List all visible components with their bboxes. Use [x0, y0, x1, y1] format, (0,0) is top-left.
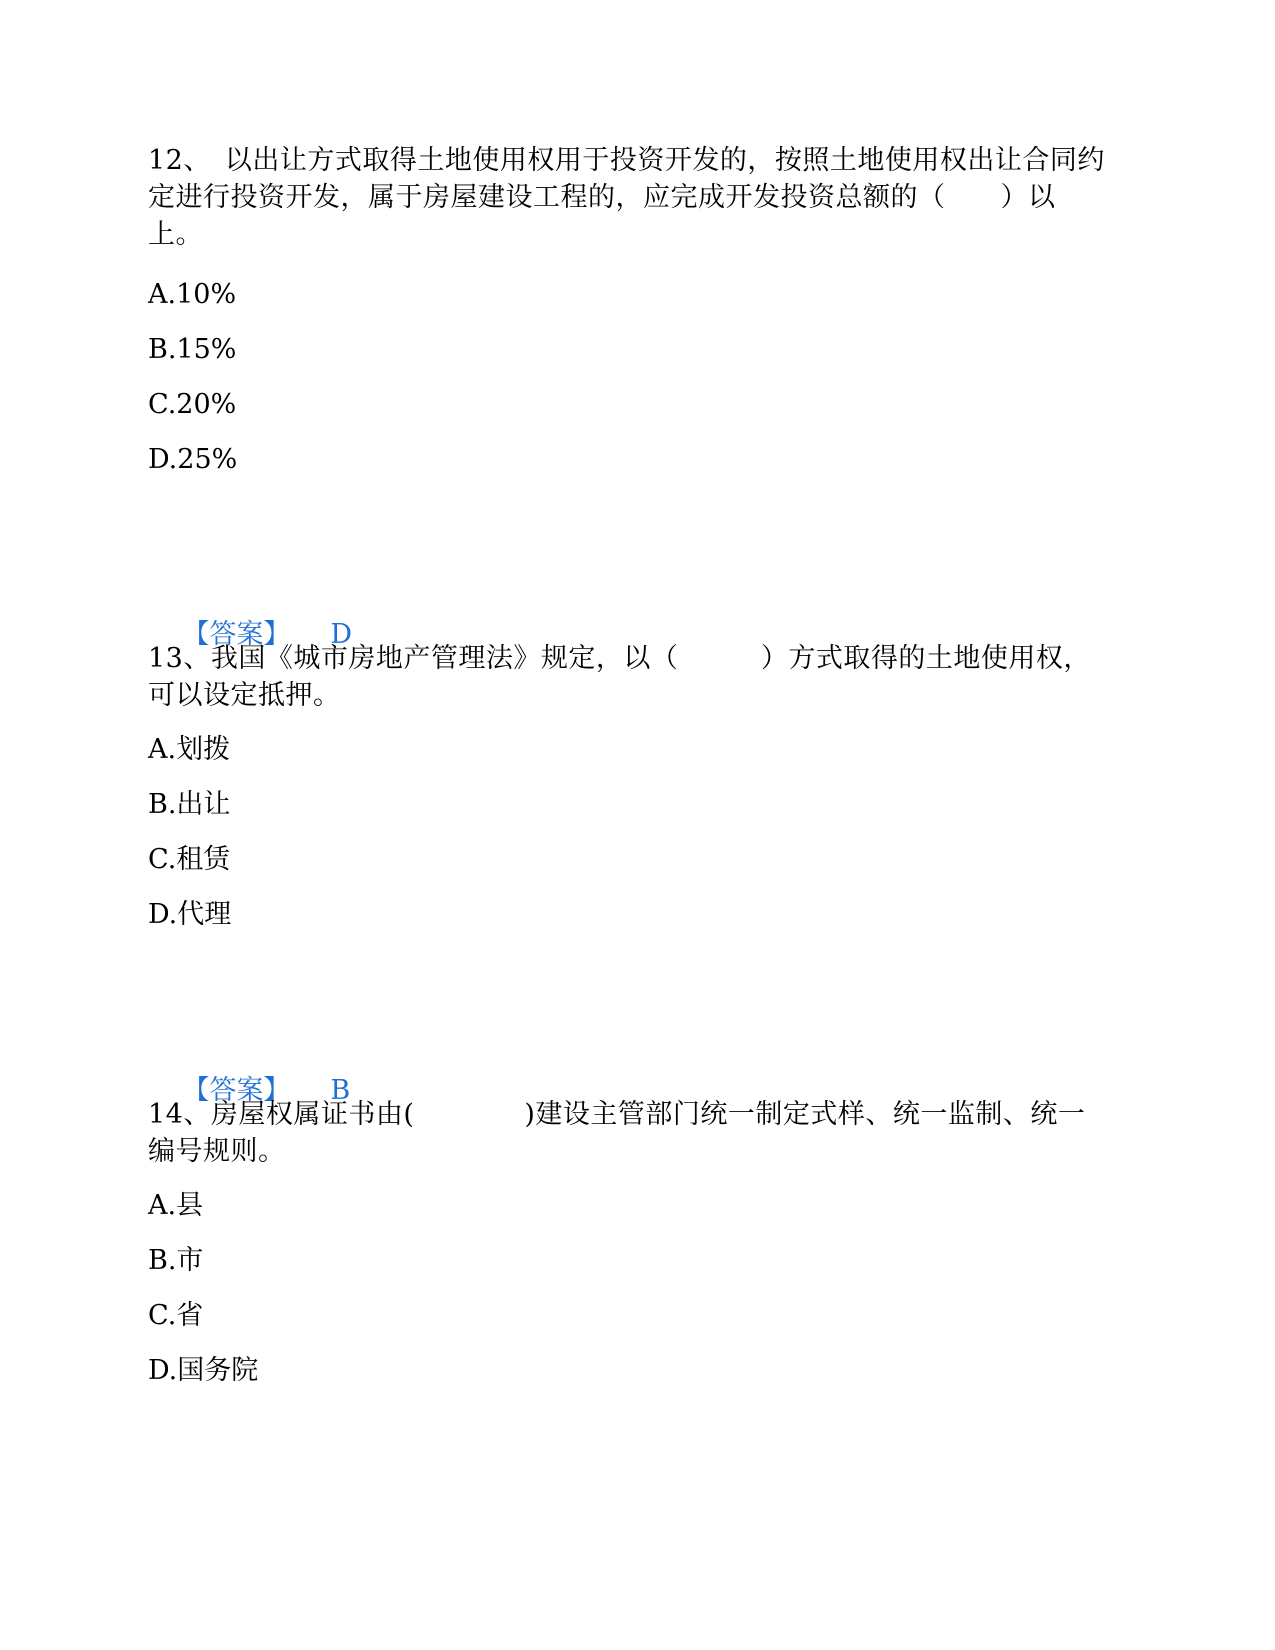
question-text: 13、我国《城市房地产管理法》规定，以（ ）方式取得的土地使用权，可以设定抵押。 [148, 643, 1091, 711]
option-d: D.25% [148, 444, 238, 475]
option-a: A.10% [148, 279, 237, 310]
option-c: C.20% [148, 389, 237, 420]
question-13-options [148, 733, 1108, 933]
option-c: C.省 [148, 1300, 204, 1331]
question-13 [148, 640, 1108, 714]
option-b: B.市 [148, 1245, 204, 1276]
option-d: D.国务院 [148, 1355, 259, 1386]
answer-label: 【答案】 [182, 1075, 291, 1106]
question-12-options [148, 278, 1108, 478]
option-a: A.划拨 [148, 734, 231, 765]
option-a: A.县 [148, 1190, 204, 1221]
question-14-options [148, 1189, 1108, 1389]
question-text: 12、 以出让方式取得土地使用权用于投资开发的，按照土地使用权出让合同约定进行投资开发，属于房屋建设工程的，应完成开发投资总额的（ ）以上。 [148, 145, 1105, 250]
answer-value: D [330, 619, 352, 650]
option-b: B.15% [148, 334, 237, 365]
option-b: B.出让 [148, 789, 231, 820]
answer-value: B [330, 1075, 351, 1106]
question-12 [148, 142, 1108, 253]
answer-label: 【答案】 [182, 619, 291, 650]
question-text: 14、房屋权属证书由( )建设主管部门统一制定式样、统一监制、统一编号规则。 [148, 1099, 1086, 1167]
option-c: C.租赁 [148, 844, 231, 875]
question-14 [148, 1096, 1108, 1170]
option-d: D.代理 [148, 899, 232, 930]
